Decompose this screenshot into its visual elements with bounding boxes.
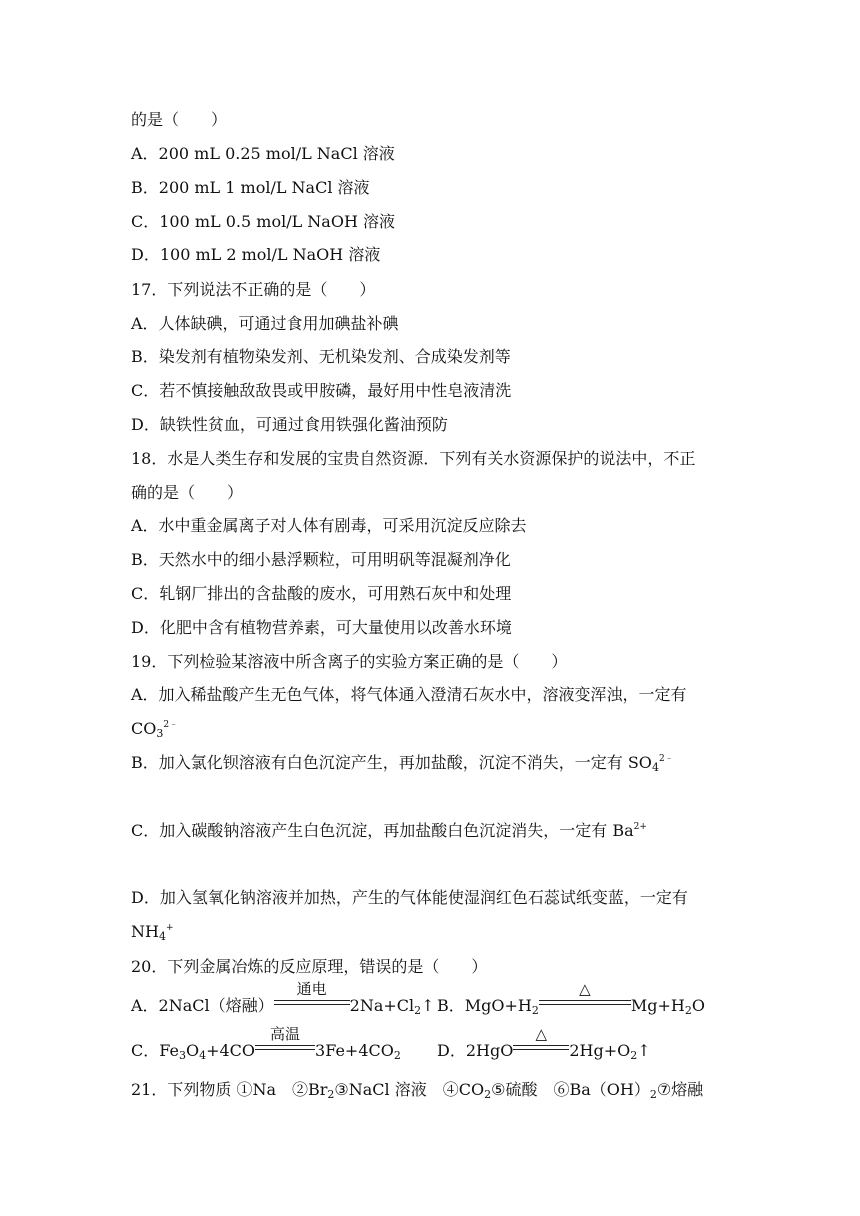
product: 3Fe+4CO	[315, 1041, 394, 1060]
reactant: +4CO	[206, 1041, 256, 1060]
subscript: 2	[484, 1088, 492, 1101]
condition-label: △	[579, 980, 591, 998]
condition-label: 高温	[270, 1025, 301, 1043]
double-line-sign	[539, 999, 631, 1009]
q18-stem-line2: 确的是（ ）	[131, 483, 244, 502]
stem-text: ⑤硫酸 ⑥Ba（OH）	[491, 1080, 650, 1099]
ion-charge: 2+	[633, 822, 647, 832]
double-line-sign	[255, 1044, 315, 1054]
subscript: 3	[178, 1049, 186, 1062]
q18-stem-line1: 18．水是人类生存和发展的宝贵自然资源．下列有关水资源保护的说法中，不正	[131, 449, 696, 468]
q17-option-a: A．人体缺碘，可通过食用加碘盐补碘	[131, 314, 399, 333]
subscript: 2	[684, 1004, 692, 1017]
q16-option-a: A．200 mL 0.25 mol/L NaCl 溶液	[131, 144, 395, 163]
q19-option-d-ion	[131, 922, 174, 942]
q21-stem	[131, 1080, 703, 1100]
product: Mg+H	[630, 996, 685, 1015]
reactant: O	[185, 1041, 200, 1060]
reactant: C．Fe	[131, 1041, 179, 1060]
reaction-condition	[255, 1025, 315, 1061]
q16-option-c: C．100 mL 0.5 mol/L NaOH 溶液	[131, 212, 396, 231]
stem-text: ③NaCl 溶液 ④CO	[334, 1080, 485, 1099]
q19-option-b	[131, 753, 674, 773]
q18-option-b: B．天然水中的细小悬浮颗粒，可用明矾等混凝剂净化	[131, 550, 511, 569]
stem-text: ⑦熔融	[656, 1080, 704, 1099]
q16-option-b: B．200 mL 1 mol/L NaCl 溶液	[131, 178, 370, 197]
product-tail: O	[691, 996, 705, 1015]
subscript: 4	[199, 1049, 207, 1062]
q19-stem: 19．下列检验某溶液中所含离子的实验方案正确的是（ ）	[131, 652, 568, 671]
reaction-condition	[274, 980, 350, 1016]
reaction-condition	[539, 980, 631, 1016]
q19-option-c	[131, 821, 647, 841]
ion-charge: 2﹣	[658, 754, 674, 764]
subscript: 2	[649, 1088, 657, 1101]
ion-subscript: 4	[651, 761, 659, 774]
reactant: A．2NaCl（熔融）	[131, 996, 274, 1015]
gas-arrow: ↑	[637, 1041, 651, 1060]
q19-option-a-ion	[131, 719, 178, 739]
q19-option-a-line1: A．加入稀盐酸产生无色气体，将气体通入澄清石灰水中，溶液变浑浊，一定有	[131, 685, 687, 704]
ion-subscript: 4	[158, 930, 166, 943]
subscript: 2	[414, 1004, 422, 1017]
ion-subscript: 3	[156, 727, 164, 740]
option-text: C．加入碳酸钠溶液产生白色沉淀，再加盐酸白色沉淀消失，一定有 Ba	[131, 821, 634, 840]
option-text: B．加入氯化钡溶液有白色沉淀产生，再加盐酸，沉淀不消失，一定有 SO	[131, 753, 652, 772]
reactant: B．MgO+H	[437, 996, 532, 1015]
q19-option-d-line1: D．加入氢氧化钠溶液并加热，产生的气体能使湿润红色石蕊试纸变蓝，一定有	[131, 888, 688, 907]
condition-label: 通电	[296, 980, 327, 998]
double-line-sign	[513, 1044, 569, 1054]
q18-option-d: D．化肥中含有植物营养素，可大量使用以改善水环境	[131, 618, 512, 637]
q17-option-b: B．染发剂有植物染发剂、无机染发剂、合成染发剂等	[131, 347, 511, 366]
reactant: D．2HgO	[437, 1041, 514, 1060]
ion-formula: NH	[131, 922, 159, 941]
q18-option-a: A．水中重金属离子对人体有剧毒，可采用沉淀反应除去	[131, 516, 527, 535]
ion-formula: CO	[131, 719, 157, 738]
q18-option-c: C．轧钢厂排出的含盐酸的废水，可用熟石灰中和处理	[131, 584, 512, 603]
q16-option-d: D．100 mL 2 mol/L NaOH 溶液	[131, 245, 381, 264]
subscript: 2	[393, 1049, 401, 1062]
q20-option-c	[131, 1025, 401, 1062]
product: 2Na+Cl	[349, 996, 415, 1015]
q20-option-d	[437, 1025, 651, 1062]
q20-option-b	[437, 980, 705, 1017]
q20-stem: 20．下列金属冶炼的反应原理，错误的是（ ）	[131, 957, 488, 976]
subscript: 2	[327, 1088, 335, 1101]
subscript: 2	[531, 1004, 539, 1017]
stem-text: 21．下列物质 ①Na ②Br	[131, 1080, 328, 1099]
ion-charge: 2﹣	[163, 720, 179, 730]
q16-stem-tail: 的是（ ）	[131, 110, 228, 129]
subscript: 2	[630, 1049, 638, 1062]
q17-option-c: C．若不慎接触敌敌畏或甲胺磷，最好用中性皂液清洗	[131, 381, 512, 400]
q17-option-d: D．缺铁性贫血，可通过食用铁强化酱油预防	[131, 415, 448, 434]
q20-option-a	[131, 980, 435, 1017]
q17-stem: 17．下列说法不正确的是（ ）	[131, 280, 376, 299]
gas-arrow: ↑	[421, 996, 435, 1015]
reaction-condition	[513, 1025, 569, 1061]
ion-charge: +	[165, 923, 174, 933]
product: 2Hg+O	[569, 1041, 631, 1060]
double-line-sign	[274, 999, 350, 1009]
condition-label: △	[535, 1025, 548, 1043]
